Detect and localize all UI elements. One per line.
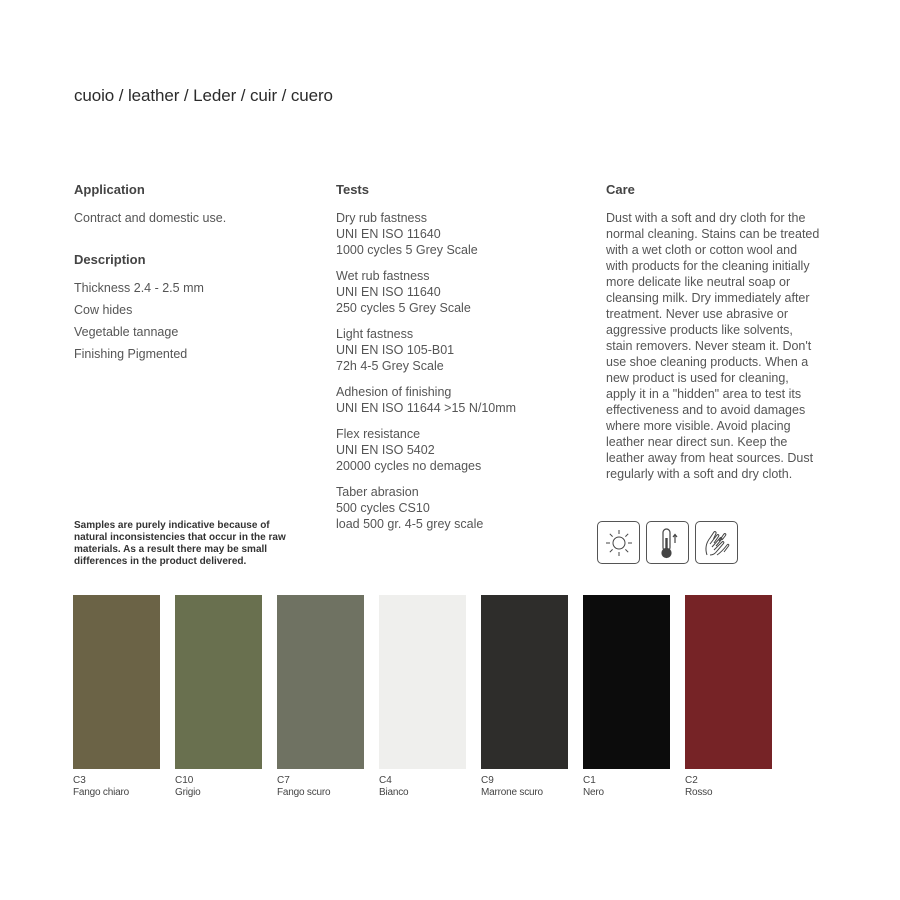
test-line: load 500 gr. 4-5 grey scale: [336, 517, 484, 531]
swatch-color: [379, 595, 466, 769]
test-line: Adhesion of finishing: [336, 385, 452, 399]
description-item: Vegetable tannage: [74, 325, 179, 339]
swatch-name: Fango chiaro: [73, 787, 129, 798]
swatch-color: [685, 595, 772, 769]
description-item: Cow hides: [74, 303, 133, 317]
description-heading: Description: [74, 252, 146, 267]
test-line: UNI EN ISO 11640: [336, 227, 441, 241]
swatch-name: Nero: [583, 787, 604, 798]
swatch-code: C10: [175, 775, 194, 786]
swatch-c3: [73, 595, 160, 799]
swatch-c7: [277, 595, 364, 799]
swatch-c2: [685, 595, 772, 799]
swatch-code: C1: [583, 775, 596, 786]
care-icons: [597, 521, 738, 564]
application-heading: Application: [74, 182, 145, 197]
swatch-name: Marrone scuro: [481, 787, 543, 798]
test-light: [336, 326, 586, 374]
thermometer-icon: [646, 521, 689, 564]
test-line: 72h 4-5 Grey Scale: [336, 359, 444, 373]
swatch-color: [175, 595, 262, 769]
swatch-c9: [481, 595, 568, 799]
swatch-code: C3: [73, 775, 86, 786]
test-line: 20000 cycles no demages: [336, 459, 482, 473]
test-line: Light fastness: [336, 327, 414, 341]
care-column: [606, 182, 821, 482]
swatch-code: C4: [379, 775, 392, 786]
application-column: [74, 182, 314, 368]
description-item: Thickness 2.4 - 2.5 mm: [74, 281, 204, 295]
swatch-color: [277, 595, 364, 769]
test-line: 500 cycles CS10: [336, 501, 430, 515]
hands-icon: [695, 521, 738, 564]
swatch-code: C2: [685, 775, 698, 786]
test-line: UNI EN ISO 105-B01: [336, 343, 455, 357]
test-line: UNI EN ISO 5402: [336, 443, 435, 457]
swatch-c1: [583, 595, 670, 799]
test-line: UNI EN ISO 11644 >15 N/10mm: [336, 401, 517, 415]
test-adhesion: [336, 384, 586, 416]
swatch-name: Rosso: [685, 787, 713, 798]
description-item: Finishing Pigmented: [74, 347, 188, 361]
tests-heading: Tests: [336, 182, 369, 197]
swatch-color: [73, 595, 160, 769]
sun-icon: [597, 521, 640, 564]
test-taber: [336, 484, 586, 532]
application-text: Contract and domestic use.: [74, 211, 227, 225]
care-heading: Care: [606, 182, 635, 197]
swatch-color: [583, 595, 670, 769]
test-line: Taber abrasion: [336, 485, 419, 499]
test-line: Flex resistance: [336, 427, 421, 441]
test-dry-rub: [336, 210, 586, 258]
swatch-code: C7: [277, 775, 290, 786]
swatch-color: [481, 595, 568, 769]
test-line: Dry rub fastness: [336, 211, 428, 225]
swatch-name: Bianco: [379, 787, 409, 798]
test-wet-rub: [336, 268, 586, 316]
care-text: Dust with a soft and dry cloth for the normal cleaning. Stains can be treated with a wet cloth or cotton wool and with products for the cleaning initially more delicate like neutral soap or cleansing milk. Dry immediately after treatment. Never use abrasive or aggressive products like solvents, stain removers. Never steam it. Don't use shoe cleaning products. When a new product is used for cleaning, apply it in a "hidden" area to test its effectiveness and to avoid damages where more visible. Avoid placing leather near direct sun. Keep the leather away from heat sources. Dust regularly with a soft and dry cloth.: [606, 211, 820, 481]
page-title: cuoio / leather / Leder / cuir / cuero: [74, 86, 333, 105]
swatch-name: Grigio: [175, 787, 201, 798]
test-line: 1000 cycles 5 Grey Scale: [336, 243, 478, 257]
test-line: Wet rub fastness: [336, 269, 430, 283]
swatch-c4: [379, 595, 466, 799]
swatch-code: C9: [481, 775, 494, 786]
color-swatches: [73, 595, 772, 799]
test-line: UNI EN ISO 11640: [336, 285, 441, 299]
test-line: 250 cycles 5 Grey Scale: [336, 301, 471, 315]
test-flex: [336, 426, 586, 474]
samples-note: Samples are purely indicative because of natural inconsistencies that occur in the raw materials. As a result there may be small differences in the product delivered.: [74, 520, 286, 567]
swatch-name: Fango scuro: [277, 787, 331, 798]
swatch-c10: [175, 595, 262, 799]
tests-column: [336, 182, 586, 542]
